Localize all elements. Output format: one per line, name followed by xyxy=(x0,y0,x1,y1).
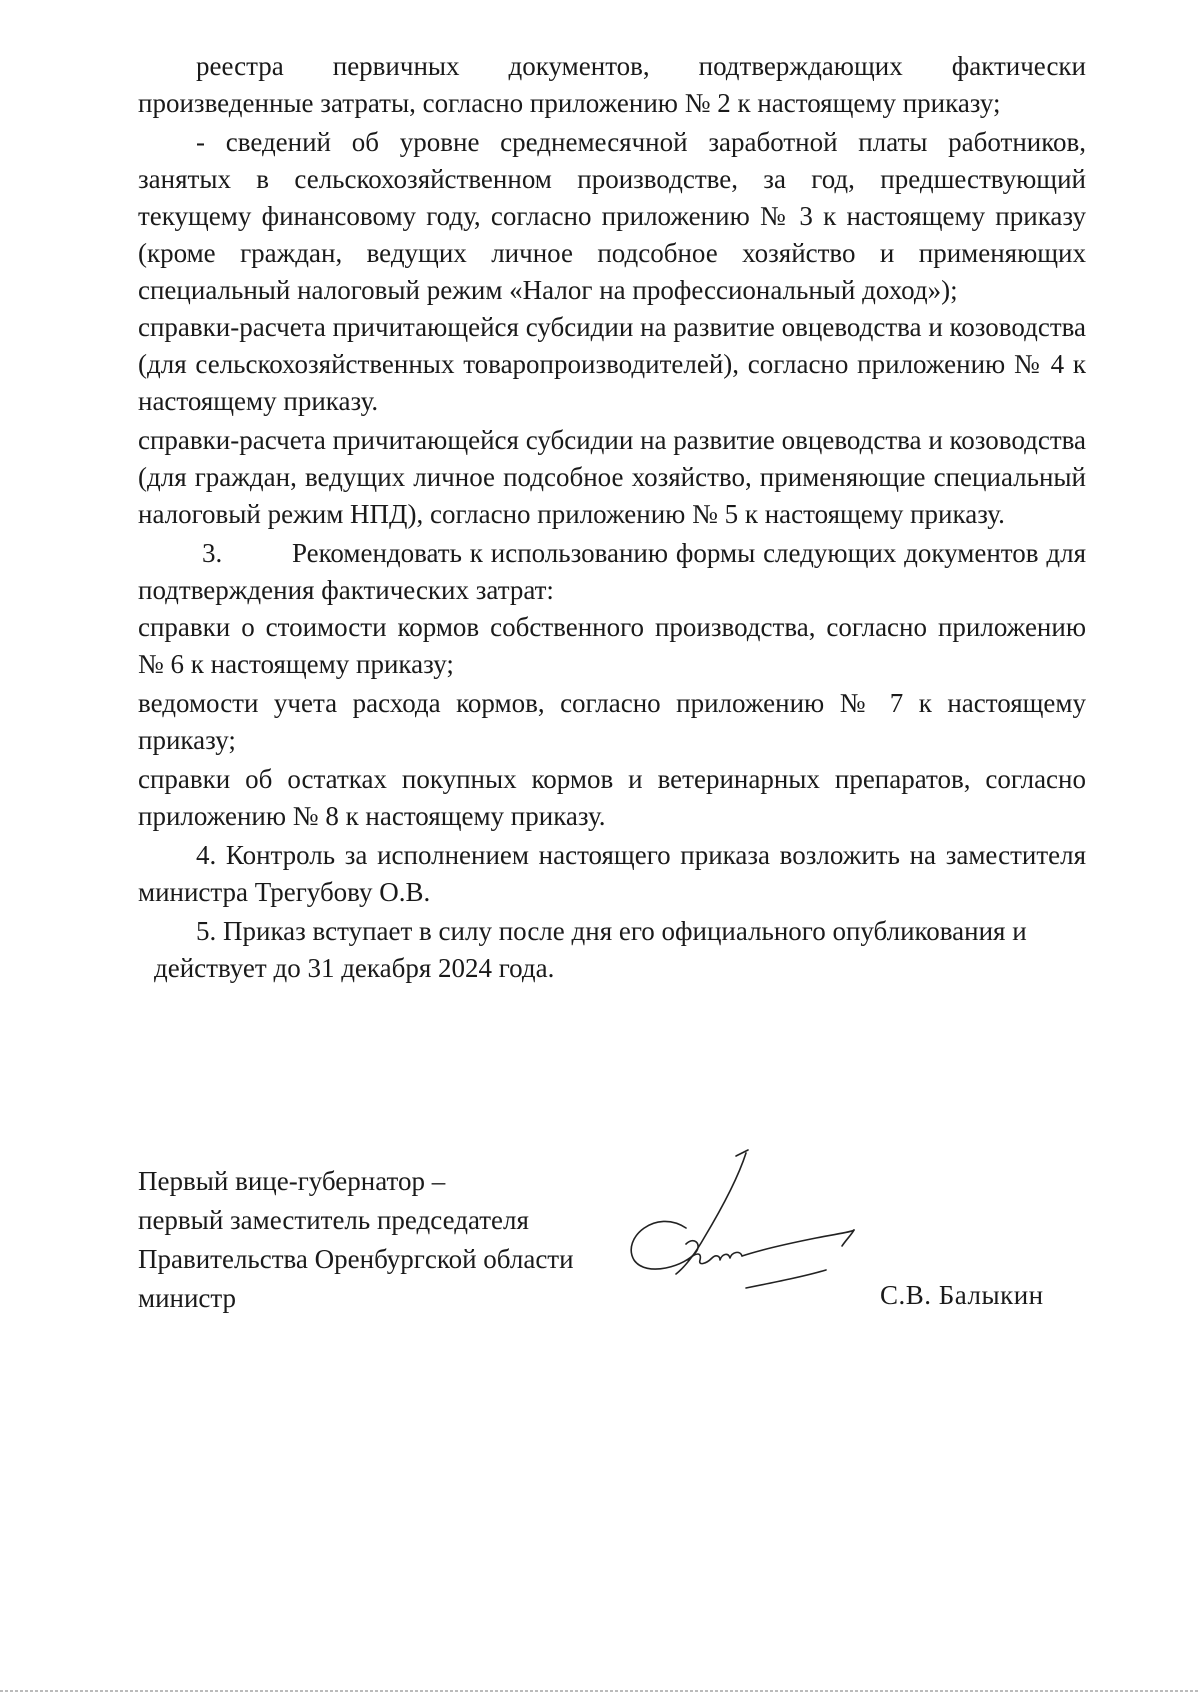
paragraph-registry: реестра первичных документов, подтверждающих фактически произведенные затраты, согласно приложению № 2 к настоящему приказу; xyxy=(138,51,1086,118)
paragraph-salary-info: - сведений об уровне среднемесячной заработной платы работников, занятых в сельскохозяйственном производстве, за год, предшествующий текущему финансовому году, согласно приложению № 3 к настоящему приказу (кроме граждан, ведущих личное подсобное хозяйство и применяющих специальный налоговый режим «Налог на профессиональный доход»); xyxy=(138,127,1086,305)
signatory-title-line: министр xyxy=(138,1283,237,1313)
paragraph-item-5-line-2: действует до 31 декабря 2024 года. xyxy=(154,953,555,983)
signatory-title-line: первый заместитель председателя xyxy=(138,1205,529,1235)
scan-edge-divider xyxy=(0,1690,1200,1692)
signatory-title-line: Правительства Оренбургской области xyxy=(138,1244,574,1274)
handwritten-signature xyxy=(616,1148,866,1298)
paragraph-calculation-citizens: справки-расчета причитающейся субсидии на развитие овцеводства и козоводства (для граждан, ведущих личное подсобное хозяйство, применяющие специальный налоговый режим НПД), согласно приложению № 5 к настоящему приказу. xyxy=(138,425,1086,529)
paragraph-item-3 xyxy=(138,535,1086,609)
item-3-text: Рекомендовать к использованию формы следующих документов для подтверждения фактических затрат: xyxy=(138,538,1086,605)
paragraph-item-5-line-1: 5. Приказ вступает в силу после дня его официального опубликования и xyxy=(196,916,1027,946)
paragraph-feed-remains: справки об остатках покупных кормов и ветеринарных препаратов, согласно приложению № 8 к настоящему приказу. xyxy=(138,764,1086,831)
item-3-number: 3. xyxy=(202,538,223,568)
signatory-name: С.В. Балыкин xyxy=(880,1280,1044,1310)
signatory-title-line: Первый вице-губернатор – xyxy=(138,1166,446,1196)
paragraph-calculation-producers: справки-расчета причитающейся субсидии на развитие овцеводства и козоводства (для сельскохозяйственных товаропроизводителей), согласно приложению № 4 к настоящему приказу. xyxy=(138,312,1086,416)
paragraph-item-4: 4. Контроль за исполнением настоящего приказа возложить на заместителя министра Трегубову О.В. xyxy=(138,840,1086,907)
signatory-title xyxy=(138,1162,574,1318)
document-body xyxy=(138,48,1086,987)
paragraph-feed-consumption: ведомости учета расхода кормов, согласно приложению № 7 к настоящему приказу; xyxy=(138,688,1086,755)
paragraph-feed-cost: справки о стоимости кормов собственного производства, согласно приложению № 6 к настоящему приказу; xyxy=(138,612,1086,679)
